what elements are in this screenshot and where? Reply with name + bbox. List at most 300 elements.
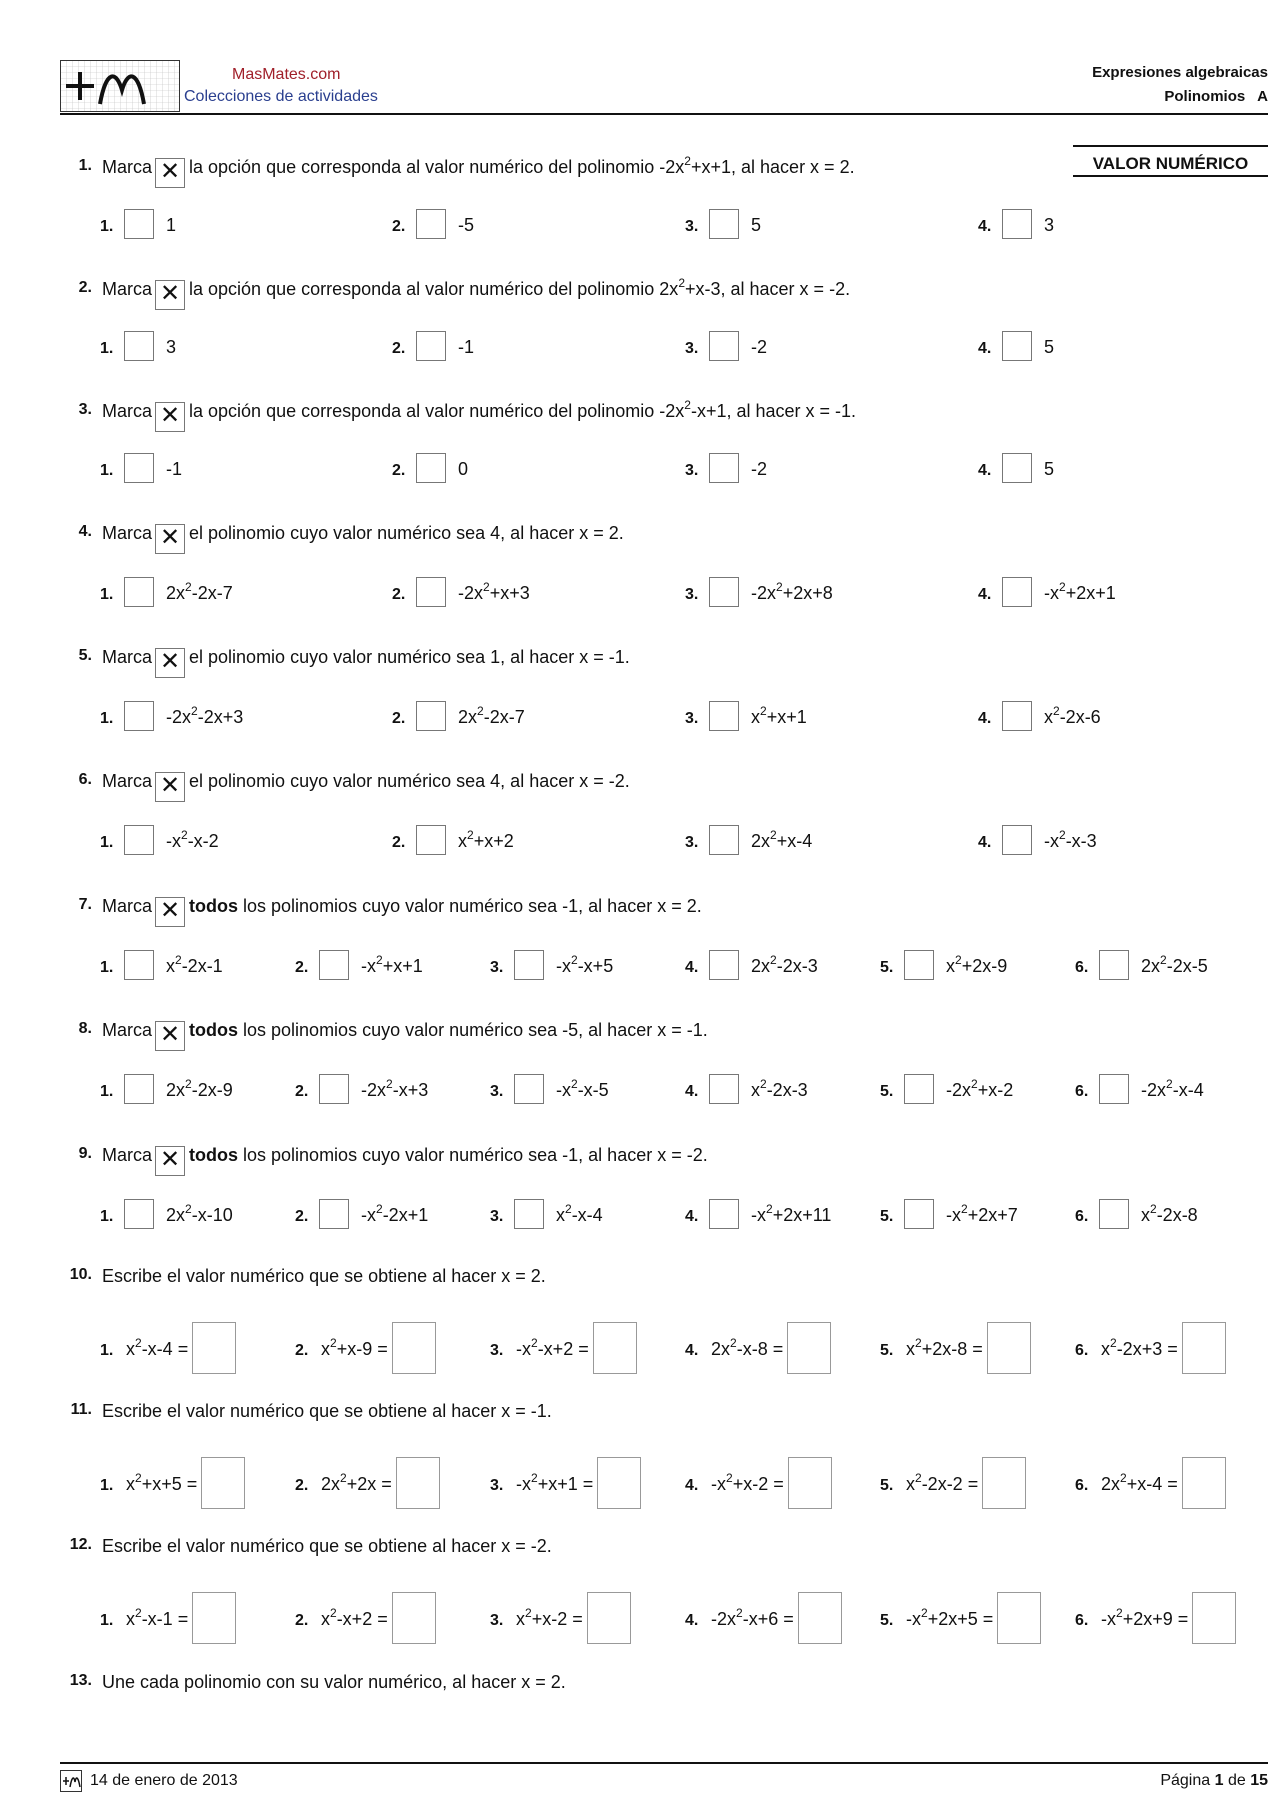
option-checkbox[interactable] — [319, 950, 349, 980]
answer-box[interactable] — [587, 1592, 631, 1644]
statement-lead: Marca — [102, 1020, 153, 1040]
option-number: 4. — [978, 218, 992, 235]
option-checkbox[interactable] — [319, 1074, 349, 1104]
cross-mark-icon: ✕ — [155, 402, 185, 432]
exercise-statement — [102, 1536, 552, 1557]
option-3 — [490, 1074, 609, 1104]
page-of: de — [1227, 1772, 1246, 1789]
option-4 — [685, 1457, 832, 1509]
option-value: $-x^2-x-3$ — [1044, 828, 1097, 851]
exercise-number: 6. — [78, 771, 92, 788]
option-3 — [685, 453, 767, 483]
option-1 — [100, 1322, 236, 1374]
option-4 — [978, 825, 1097, 855]
option-value: $-2x^2-2x+3$ — [166, 704, 244, 727]
option-3 — [685, 701, 807, 731]
option-number: 3. — [685, 710, 699, 727]
option-value: $-x^2+2x+1$ — [1044, 580, 1116, 603]
option-expression: $-x^2+x+1$ = — [516, 1471, 594, 1494]
option-number: 1. — [100, 340, 114, 357]
cross-mark-icon: ✕ — [155, 1146, 185, 1176]
option-number: 3. — [490, 959, 504, 976]
option-4 — [685, 950, 818, 980]
option-expression: $x^2+x-2$ = — [516, 1606, 583, 1629]
option-expression: $2x^2+x-4$ = — [1101, 1471, 1178, 1494]
option-2 — [295, 1322, 436, 1374]
option-5 — [880, 1074, 1013, 1104]
option-3 — [490, 1199, 603, 1229]
option-4 — [685, 1074, 808, 1104]
option-3 — [490, 950, 613, 980]
answer-box[interactable] — [392, 1322, 436, 1374]
option-value: $x^2+2x-9$ — [946, 953, 1008, 976]
option-number: 4. — [685, 1477, 699, 1494]
statement-text: la opción que corresponda al valor numérico del polinomio $-2x^2+x+1$, al hacer x = 2. — [189, 154, 855, 177]
option-checkbox[interactable] — [709, 825, 739, 855]
option-expression: $-x^2+x-2$ = — [711, 1471, 784, 1494]
option-checkbox[interactable] — [514, 1199, 544, 1229]
answer-box[interactable] — [1182, 1457, 1226, 1509]
statement-text: los polinomios cuyo valor numérico sea -1, al hacer x = -2. — [243, 1145, 708, 1165]
document-title: Expresiones algebraicas — [1092, 64, 1268, 81]
option-expression: $-x^2+2x+5$ = — [906, 1606, 994, 1629]
option-4 — [978, 577, 1116, 607]
option-5 — [880, 1592, 1041, 1644]
option-number: 2. — [392, 834, 406, 851]
option-expression: $-2x^2-x+6$ = — [711, 1606, 794, 1629]
option-number: 3. — [685, 586, 699, 603]
footer-date: 14 de enero de 2013 — [90, 1772, 238, 1789]
statement-text: los polinomios cuyo valor numérico sea -1, al hacer x = 2. — [243, 896, 702, 916]
answer-box[interactable] — [201, 1457, 245, 1509]
option-checkbox[interactable] — [416, 577, 446, 607]
option-expression: $x^2-x-4$ = — [126, 1336, 189, 1359]
exercise-number: 9. — [78, 1145, 92, 1162]
answer-box[interactable] — [192, 1322, 236, 1374]
option-value: $2x^2-2x-3$ — [751, 953, 818, 976]
exercise-number: 3. — [78, 401, 92, 418]
option-value: 3 — [1044, 215, 1055, 235]
option-checkbox[interactable] — [1002, 825, 1032, 855]
statement-lead: Escribe el valor numérico que se obtiene al hacer x = -1. — [102, 1401, 552, 1421]
option-4 — [978, 701, 1101, 731]
option-2 — [392, 453, 468, 483]
option-checkbox[interactable] — [514, 1074, 544, 1104]
option-number: 2. — [295, 959, 309, 976]
answer-box[interactable] — [798, 1592, 842, 1644]
option-value: 1 — [166, 215, 177, 235]
option-checkbox[interactable] — [1099, 1074, 1129, 1104]
option-4 — [978, 209, 1054, 239]
option-1 — [100, 577, 233, 607]
option-number: 5. — [880, 1612, 894, 1629]
option-5 — [880, 1199, 1018, 1229]
option-5 — [880, 1322, 1031, 1374]
option-2 — [295, 1457, 440, 1509]
statement-lead: Marca — [102, 279, 153, 299]
option-1 — [100, 1457, 245, 1509]
option-checkbox[interactable] — [1002, 701, 1032, 731]
option-1 — [100, 1074, 233, 1104]
option-3 — [685, 209, 761, 239]
option-4 — [978, 331, 1054, 361]
option-value: 3 — [166, 337, 177, 357]
exercise-number: 2. — [78, 279, 92, 296]
option-number: 5. — [880, 1208, 894, 1225]
option-number: 2. — [392, 218, 406, 235]
option-checkbox[interactable] — [124, 825, 154, 855]
option-expression: $x^2+x-9$ = — [321, 1336, 388, 1359]
topic-label: VALOR NUMÉRICO — [1073, 145, 1268, 177]
page-indicator — [1160, 1772, 1268, 1790]
option-number: 4. — [978, 586, 992, 603]
option-checkbox[interactable] — [709, 453, 739, 483]
cross-mark-icon: ✕ — [155, 158, 185, 188]
option-value: $-x^2-x-2$ — [166, 828, 219, 851]
statement-text: los polinomios cuyo valor numérico sea -5, al hacer x = -1. — [243, 1020, 708, 1040]
statement-lead: Marca — [102, 523, 153, 543]
cross-mark-icon: ✕ — [155, 1021, 185, 1051]
collection-link[interactable]: Colecciones de actividades — [184, 88, 378, 105]
page-total: 15 — [1250, 1772, 1268, 1789]
option-3 — [685, 331, 767, 361]
option-value: $-2x^2-x-4$ — [1141, 1077, 1204, 1100]
option-value: $x^2+x+1$ — [751, 704, 807, 727]
option-number: 2. — [295, 1342, 309, 1359]
answer-box[interactable] — [396, 1457, 440, 1509]
cross-mark-icon: ✕ — [155, 524, 185, 554]
option-checkbox[interactable] — [416, 825, 446, 855]
statement-emphasis: todos — [189, 896, 244, 916]
option-value: -1 — [458, 337, 475, 357]
exercise-statement — [102, 1672, 566, 1693]
option-value: $2x^2-2x-9$ — [166, 1077, 233, 1100]
option-value: $-x^2-x+5$ — [556, 953, 614, 976]
option-3 — [685, 577, 833, 607]
exercise-number: 5. — [78, 647, 92, 664]
option-3 — [490, 1457, 641, 1509]
option-value: -5 — [458, 215, 475, 235]
exercise-statement — [102, 523, 624, 554]
option-checkbox[interactable] — [1002, 577, 1032, 607]
option-checkbox[interactable] — [124, 701, 154, 731]
option-value: $2x^2-2x-5$ — [1141, 953, 1208, 976]
option-value: $-x^2+x+1$ — [361, 953, 423, 976]
option-expression: $2x^2-x-8$ = — [711, 1336, 784, 1359]
option-value: -1 — [166, 459, 183, 479]
option-number: 1. — [100, 1342, 114, 1359]
option-value: $2x^2-2x-7$ — [166, 580, 233, 603]
option-number: 5. — [880, 1342, 894, 1359]
option-checkbox[interactable] — [709, 331, 739, 361]
option-number: 6. — [1075, 1612, 1089, 1629]
option-expression: $x^2-x-1$ = — [126, 1606, 189, 1629]
answer-box[interactable] — [392, 1592, 436, 1644]
option-value: $x^2-2x-1$ — [166, 953, 223, 976]
option-expression: $x^2-2x+3$ = — [1101, 1336, 1178, 1359]
option-expression: $x^2+2x-8$ = — [906, 1336, 983, 1359]
option-number: 5. — [880, 1477, 894, 1494]
option-value: $-x^2+2x+7$ — [946, 1202, 1018, 1225]
option-value: $2x^2-x-10$ — [166, 1202, 233, 1225]
option-2 — [392, 331, 474, 361]
answer-box[interactable] — [987, 1322, 1031, 1374]
option-checkbox[interactable] — [1099, 950, 1129, 980]
document-subtitle: Polinomios A — [1164, 88, 1268, 105]
option-number: 1. — [100, 218, 114, 235]
statement-text: el polinomio cuyo valor numérico sea 1, al hacer x = -1. — [189, 647, 630, 667]
option-number: 3. — [490, 1477, 504, 1494]
answer-box[interactable] — [1182, 1322, 1226, 1374]
exercise-number: 7. — [78, 896, 92, 913]
option-checkbox[interactable] — [709, 701, 739, 731]
option-checkbox[interactable] — [904, 1199, 934, 1229]
option-5 — [880, 1457, 1026, 1509]
option-checkbox[interactable] — [709, 1199, 739, 1229]
option-expression: $-x^2+2x+9$ = — [1101, 1606, 1189, 1629]
option-checkbox[interactable] — [319, 1199, 349, 1229]
option-checkbox[interactable] — [709, 1074, 739, 1104]
exercise-statement — [102, 1266, 546, 1287]
option-number: 3. — [490, 1342, 504, 1359]
statement-lead: Marca — [102, 771, 153, 791]
exercise-statement — [102, 154, 855, 188]
option-checkbox[interactable] — [124, 453, 154, 483]
exercise-number: 13. — [69, 1672, 92, 1689]
option-3 — [490, 1592, 631, 1644]
option-6 — [1075, 1074, 1204, 1104]
exercise-statement — [102, 1401, 552, 1422]
option-number: 6. — [1075, 959, 1089, 976]
option-number: 2. — [295, 1208, 309, 1225]
option-value: $-2x^2-x+3$ — [361, 1077, 429, 1100]
exercise-statement — [102, 896, 702, 927]
option-checkbox[interactable] — [416, 331, 446, 361]
exercise-number: 12. — [69, 1536, 92, 1553]
option-number: 4. — [978, 340, 992, 357]
cross-mark-icon: ✕ — [155, 772, 185, 802]
option-checkbox[interactable] — [124, 950, 154, 980]
option-checkbox[interactable] — [1002, 453, 1032, 483]
option-number: 4. — [685, 1083, 699, 1100]
option-number: 6. — [1075, 1083, 1089, 1100]
answer-box[interactable] — [597, 1457, 641, 1509]
header-rule — [60, 113, 1268, 115]
exercise-number: 8. — [78, 1020, 92, 1037]
option-number: 3. — [685, 834, 699, 851]
page-label: Página — [1160, 1772, 1211, 1789]
exercise-number: 10. — [69, 1266, 92, 1283]
masmates-small-logo-icon — [60, 1770, 82, 1792]
option-6 — [1075, 1592, 1236, 1644]
answer-box[interactable] — [593, 1322, 637, 1374]
option-number: 4. — [685, 959, 699, 976]
option-5 — [880, 950, 1007, 980]
option-checkbox[interactable] — [904, 1074, 934, 1104]
option-checkbox[interactable] — [416, 701, 446, 731]
option-2 — [295, 1074, 428, 1104]
statement-lead: Marca — [102, 401, 153, 421]
option-checkbox[interactable] — [124, 577, 154, 607]
cross-mark-icon: ✕ — [155, 897, 185, 927]
option-number: 1. — [100, 586, 114, 603]
exercise-number: 11. — [70, 1401, 92, 1418]
option-2 — [392, 701, 525, 731]
option-number: 1. — [100, 959, 114, 976]
option-4 — [685, 1592, 842, 1644]
answer-box[interactable] — [787, 1322, 831, 1374]
statement-lead: Escribe el valor numérico que se obtiene al hacer x = -2. — [102, 1536, 552, 1556]
option-number: 2. — [295, 1477, 309, 1494]
option-expression: $2x^2+2x$ = — [321, 1471, 392, 1494]
option-2 — [392, 577, 530, 607]
option-value: $-x^2-2x+1$ — [361, 1202, 429, 1225]
option-1 — [100, 1199, 233, 1229]
option-2 — [295, 1199, 428, 1229]
answer-box[interactable] — [997, 1592, 1041, 1644]
option-number: 4. — [685, 1208, 699, 1225]
statement-lead: Marca — [102, 1145, 153, 1165]
option-number: 1. — [100, 834, 114, 851]
statement-lead: Marca — [102, 647, 153, 667]
statement-lead: Marca — [102, 896, 153, 916]
option-value: 5 — [751, 215, 762, 235]
option-number: 3. — [490, 1612, 504, 1629]
option-value: 5 — [1044, 459, 1055, 479]
option-number: 4. — [978, 462, 992, 479]
option-3 — [490, 1322, 637, 1374]
option-number: 1. — [100, 1083, 114, 1100]
option-expression: $x^2-2x-2$ = — [906, 1471, 979, 1494]
exercise-statement — [102, 398, 857, 432]
option-checkbox[interactable] — [416, 209, 446, 239]
option-4 — [978, 453, 1054, 483]
option-number: 2. — [295, 1612, 309, 1629]
option-checkbox[interactable] — [904, 950, 934, 980]
option-6 — [1075, 1322, 1226, 1374]
option-checkbox[interactable] — [1002, 209, 1032, 239]
option-checkbox[interactable] — [1002, 331, 1032, 361]
option-3 — [685, 825, 812, 855]
option-number: 3. — [685, 462, 699, 479]
option-value: $-x^2-x-5$ — [556, 1077, 609, 1100]
statement-text: la opción que corresponda al valor numérico del polinomio $-2x^2-x+1$, al hacer x = -1. — [189, 398, 857, 421]
exercise-statement — [102, 1020, 708, 1051]
site-name[interactable]: MasMates.com — [232, 66, 341, 83]
footer-rule — [60, 1762, 1268, 1764]
option-number: 3. — [490, 1208, 504, 1225]
option-number: 4. — [685, 1342, 699, 1359]
option-value: $-x^2+2x+11$ — [751, 1202, 832, 1225]
option-number: 1. — [100, 1208, 114, 1225]
page-number: 1 — [1214, 1772, 1224, 1789]
cross-mark-icon: ✕ — [155, 648, 185, 678]
option-number: 3. — [685, 340, 699, 357]
option-number: 2. — [392, 340, 406, 357]
option-2 — [392, 209, 474, 239]
option-checkbox[interactable] — [1099, 1199, 1129, 1229]
option-number: 2. — [392, 586, 406, 603]
option-number: 4. — [978, 710, 992, 727]
exercise-statement — [102, 647, 630, 678]
option-4 — [685, 1199, 831, 1229]
exercise-statement — [102, 771, 630, 802]
option-1 — [100, 825, 219, 855]
option-number: 5. — [880, 1083, 894, 1100]
option-checkbox[interactable] — [709, 950, 739, 980]
option-expression: $-x^2-x+2$ = — [516, 1336, 589, 1359]
option-number: 2. — [392, 462, 406, 479]
option-value: $x^2-2x-6$ — [1044, 704, 1101, 727]
option-1 — [100, 331, 176, 361]
option-checkbox[interactable] — [514, 950, 544, 980]
option-number: 1. — [100, 1477, 114, 1494]
option-number: 1. — [100, 1612, 114, 1629]
option-number: 3. — [685, 218, 699, 235]
option-2 — [392, 825, 514, 855]
option-1 — [100, 1592, 236, 1644]
statement-emphasis: todos — [189, 1145, 244, 1165]
statement-text: la opción que corresponda al valor numérico del polinomio $2x^2+x-3$, al hacer x = -2. — [189, 276, 851, 299]
option-checkbox[interactable] — [416, 453, 446, 483]
option-number: 4. — [685, 1612, 699, 1629]
option-value: $2x^2-2x-7$ — [458, 704, 525, 727]
option-1 — [100, 701, 243, 731]
option-number: 1. — [100, 710, 114, 727]
option-1 — [100, 950, 223, 980]
statement-lead: Escribe el valor numérico que se obtiene al hacer x = 2. — [102, 1266, 546, 1286]
option-value: 5 — [1044, 337, 1055, 357]
option-checkbox[interactable] — [709, 577, 739, 607]
option-value: $-2x^2+2x+8$ — [751, 580, 833, 603]
exercise-number: 4. — [78, 523, 92, 540]
option-number: 2. — [392, 710, 406, 727]
option-checkbox[interactable] — [124, 1199, 154, 1229]
statement-lead: Une cada polinomio con su valor numérico, al hacer x = 2. — [102, 1672, 566, 1692]
statement-text: el polinomio cuyo valor numérico sea 4, al hacer x = 2. — [189, 523, 624, 543]
exercise-statement — [102, 1145, 708, 1176]
option-checkbox[interactable] — [124, 209, 154, 239]
masmates-logo-icon — [60, 60, 180, 112]
option-expression: $x^2-x+2$ = — [321, 1606, 388, 1629]
statement-lead: Marca — [102, 157, 153, 177]
option-number: 5. — [880, 959, 894, 976]
answer-box[interactable] — [192, 1592, 236, 1644]
option-checkbox[interactable] — [124, 331, 154, 361]
option-2 — [295, 1592, 436, 1644]
option-6 — [1075, 950, 1208, 980]
answer-box[interactable] — [982, 1457, 1026, 1509]
option-checkbox[interactable] — [709, 209, 739, 239]
answer-box[interactable] — [788, 1457, 832, 1509]
option-4 — [685, 1322, 831, 1374]
option-6 — [1075, 1199, 1198, 1229]
answer-box[interactable] — [1192, 1592, 1236, 1644]
option-checkbox[interactable] — [124, 1074, 154, 1104]
cross-mark-icon: ✕ — [155, 280, 185, 310]
option-number: 2. — [295, 1083, 309, 1100]
option-value: -2 — [751, 337, 768, 357]
option-number: 3. — [490, 1083, 504, 1100]
option-value: 0 — [458, 459, 469, 479]
option-1 — [100, 453, 182, 483]
statement-text: el polinomio cuyo valor numérico sea 4, al hacer x = -2. — [189, 771, 630, 791]
option-value: $x^2+x+2$ — [458, 828, 514, 851]
option-number: 4. — [978, 834, 992, 851]
exercise-statement — [102, 276, 851, 310]
option-value: $-2x^2+x-2$ — [946, 1077, 1014, 1100]
option-value: $x^2-2x-8$ — [1141, 1202, 1198, 1225]
